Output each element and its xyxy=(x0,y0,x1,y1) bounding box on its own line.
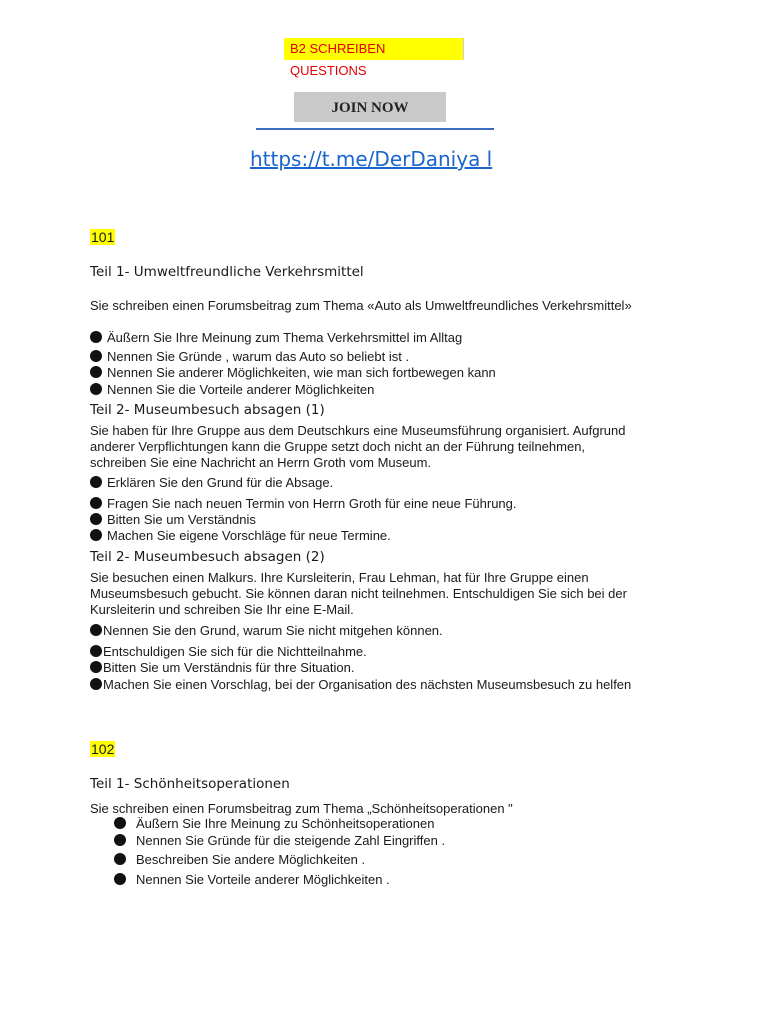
list-item: Entschuldigen Sie sich für die Nichtteilnahme. xyxy=(90,644,367,659)
list-item: Nennen Sie die Vorteile anderer Möglichkeiten xyxy=(90,382,374,397)
list-item: Nennen Sie Gründe , warum das Auto so beliebt ist . xyxy=(90,349,409,364)
list-item: Nennen Sie Vorteile anderer Möglichkeiten . xyxy=(114,872,390,887)
section-number-102: 102 xyxy=(91,741,115,757)
bullet-icon xyxy=(114,873,126,885)
list-item: Nennen Sie den Grund, warum Sie nicht mitgehen können. xyxy=(90,623,443,638)
list-item: Nennen Sie anderer Möglichkeiten, wie man sich fortbewegen kann xyxy=(90,365,496,380)
part-intro: anderer Verpflichtungen kann die Gruppe setzt doch nicht an der Führung teilnehmen, xyxy=(90,439,586,454)
bullet-icon xyxy=(90,645,102,657)
bullet-icon xyxy=(90,497,102,509)
bullet-icon xyxy=(114,834,126,846)
bullet-icon xyxy=(90,624,102,636)
telegram-link[interactable]: https://t.me/DerDaniya l xyxy=(250,147,493,171)
join-now-button[interactable]: JOIN NOW xyxy=(294,92,446,122)
part-intro: Kursleiterin und schreiben Sie Ihr eine E-Mail. xyxy=(90,602,354,617)
bullet-icon xyxy=(90,529,102,541)
list-item: Bitten Sie um Verständnis xyxy=(90,512,256,527)
part-intro: Sie schreiben einen Forumsbeitrag zum Thema „Schönheitsoperationen " xyxy=(90,801,513,816)
bullet-icon xyxy=(90,350,102,362)
bullet-icon xyxy=(90,366,102,378)
bullet-icon xyxy=(90,678,102,690)
part-intro: Sie haben für Ihre Gruppe aus dem Deutschkurs eine Museumsführung organisiert. Aufgrund xyxy=(90,423,626,438)
list-item: Machen Sie einen Vorschlag, bei der Organisation des nächsten Museumsbesuch zu helfen xyxy=(90,677,631,692)
part-intro: schreiben Sie eine Nachricht an Herrn Groth vom Museum. xyxy=(90,455,432,470)
list-item: Erklären Sie den Grund für die Absage. xyxy=(90,475,333,490)
list-item: Fragen Sie nach neuen Termin von Herrn Groth für eine neue Führung. xyxy=(90,496,517,511)
list-item: Beschreiben Sie andere Möglichkeiten . xyxy=(114,852,365,867)
section-number-101: 101 xyxy=(91,229,115,245)
list-item: Äußern Sie Ihre Meinung zum Thema Verkehrsmittel im Alltag xyxy=(90,330,462,345)
part-intro: Museumsbesuch gebucht. Sie können daran nicht teilnehmen. Entschuldigen Sie sich bei der xyxy=(90,586,627,601)
list-item: Äußern Sie Ihre Meinung zu Schönheitsoperationen xyxy=(114,816,434,831)
list-item: Machen Sie eigene Vorschläge für neue Termine. xyxy=(90,528,391,543)
document-title: B2 SCHREIBEN QUESTIONS xyxy=(284,38,464,60)
bullet-icon xyxy=(90,476,102,488)
bullet-icon xyxy=(90,383,102,395)
list-item: Nennen Sie Gründe für die steigende Zahl Eingriffen . xyxy=(114,833,445,848)
bullet-icon xyxy=(90,661,102,673)
list-item: Bitten Sie um Verständnis für thre Situation. xyxy=(90,660,354,675)
part-heading: Teil 2- Museumbesuch absagen (1) xyxy=(90,402,325,418)
part-heading: Teil 2- Museumbesuch absagen (2) xyxy=(90,549,325,565)
bullet-icon xyxy=(90,331,102,343)
part-intro: Sie schreiben einen Forumsbeitrag zum Thema «Auto als Umweltfreundliches Verkehrsmittel» xyxy=(90,298,632,313)
bullet-icon xyxy=(114,853,126,865)
bullet-icon xyxy=(90,513,102,525)
part-heading: Teil 1- Schönheitsoperationen xyxy=(90,776,290,792)
part-heading: Teil 1- Umweltfreundliche Verkehrsmittel xyxy=(90,264,364,280)
part-intro: Sie besuchen einen Malkurs. Ihre Kursleiterin, Frau Lehman, hat für Ihre Gruppe einen xyxy=(90,570,589,585)
bullet-icon xyxy=(114,817,126,829)
divider xyxy=(256,128,494,130)
